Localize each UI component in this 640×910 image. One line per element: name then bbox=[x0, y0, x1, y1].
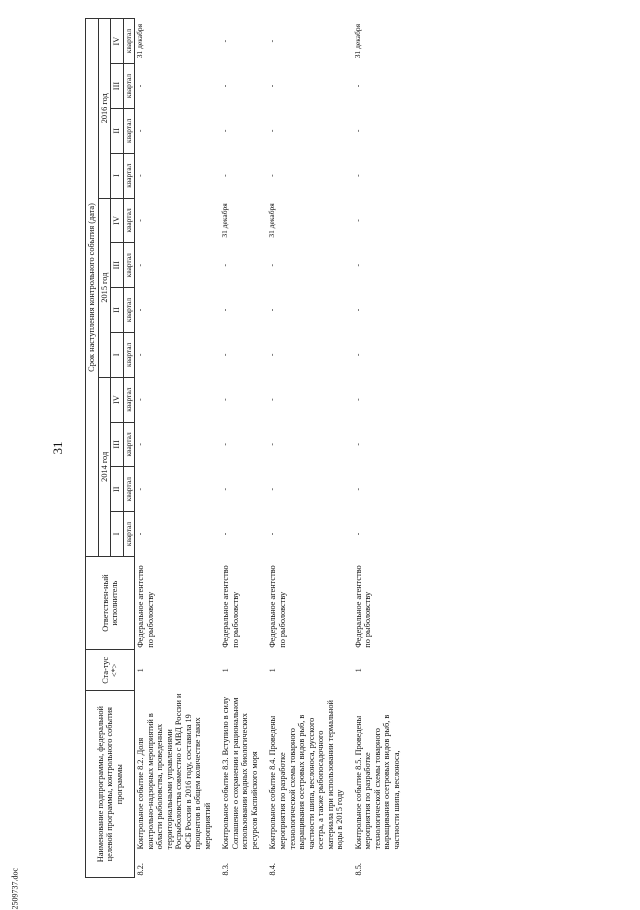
row-date-cell: - bbox=[267, 39, 277, 43]
row-status: 1 bbox=[136, 668, 146, 673]
row-date-cell: - bbox=[135, 398, 145, 401]
row-date-cell: - bbox=[220, 84, 230, 88]
row-number: 8.5. bbox=[353, 863, 363, 876]
row-date-cell: 31 декабря bbox=[135, 23, 145, 59]
row-date-cell: - bbox=[135, 263, 145, 267]
table-row bbox=[220, 19, 267, 878]
header-row-1 bbox=[86, 19, 99, 878]
row-date-cell: - bbox=[135, 353, 145, 357]
row-name: Контрольное событие 8.2. Доля контрольно-надзорных мероприятий в области рыболовства, проведенных территориальными управлениями Росрыболовства совместно с МВД России и ФСБ России в 2016 году, составила 19 процентов в общем количестве таких мероприятий bbox=[136, 693, 212, 850]
quarter-label: квартал bbox=[123, 108, 135, 153]
row-date-cell: - bbox=[352, 353, 362, 357]
row-date-cell: - bbox=[220, 39, 230, 43]
q1: I bbox=[111, 153, 124, 198]
row-date-cell: - bbox=[220, 532, 230, 536]
row-date-cell: 31 декабря bbox=[267, 203, 277, 238]
row-date-cell: - bbox=[135, 487, 145, 491]
rotated-table-area bbox=[85, 18, 525, 878]
row-date-cell: - bbox=[352, 308, 362, 312]
row-date-cell: - bbox=[220, 398, 230, 401]
q2: II bbox=[111, 288, 124, 333]
row-responsible: Федеральное агентство по рыболовству bbox=[353, 565, 373, 648]
q4: IV bbox=[111, 377, 124, 422]
row-date-cell: - bbox=[352, 84, 362, 88]
page-number: 31 bbox=[50, 441, 65, 455]
q1: I bbox=[111, 512, 124, 557]
row-date-cell: - bbox=[352, 398, 362, 401]
row-name: Контрольное событие 8.4. Проведены мероприятия по разработке технологической схемы товарного выращивания осетровых видов рыб, в частности шипа, веслоноса, русского осетра, а также рыбопосадочного материала при использовании термальной воды в 2015 году bbox=[268, 700, 345, 850]
quarter-label: квартал bbox=[123, 512, 135, 557]
row-date-cell: - bbox=[267, 174, 277, 177]
row-date-cell: - bbox=[267, 84, 277, 88]
row-number: 8.4. bbox=[268, 863, 278, 876]
row-date-cell: - bbox=[267, 398, 277, 401]
table-row bbox=[135, 19, 221, 878]
row-status: 1 bbox=[353, 668, 363, 673]
table-body bbox=[135, 19, 410, 878]
row-date-cell: - bbox=[267, 353, 277, 357]
control-events-table bbox=[85, 18, 409, 878]
header-year-2015: 2015 год bbox=[98, 198, 111, 377]
row-responsible: Федеральное агентство по рыболовству bbox=[221, 565, 240, 648]
row-date-cell: - bbox=[135, 443, 145, 446]
header-year-2014: 2014 год bbox=[98, 377, 111, 556]
row-date-cell: - bbox=[267, 263, 277, 267]
row-date-cell: - bbox=[220, 174, 230, 177]
header-name: Наименование подпрограммы, федеральной целевой программы, контрольного события программы bbox=[86, 691, 135, 878]
row-date-cell: - bbox=[135, 308, 145, 312]
row-name: Контрольное событие 8.3. Вступило в силу Соглашение о сохранении и рациональном использовании водных биологических ресурсов Каспийского моря bbox=[221, 696, 259, 850]
q4: IV bbox=[111, 198, 124, 243]
row-status: 1 bbox=[268, 668, 278, 673]
header-deadline: Срок наступления контрольного события (дата) bbox=[86, 19, 99, 557]
row-date-cell: - bbox=[352, 443, 362, 446]
row-date-cell: - bbox=[267, 443, 277, 446]
quarter-label: квартал bbox=[123, 377, 135, 422]
row-date-cell: - bbox=[267, 532, 277, 536]
q2: II bbox=[111, 467, 124, 512]
header-status: Ста-тус <*> bbox=[86, 650, 135, 691]
document-footer: 2509737.doc bbox=[10, 867, 20, 910]
q1: I bbox=[111, 332, 124, 377]
row-date-cell: - bbox=[135, 174, 145, 177]
row-status: 1 bbox=[221, 668, 231, 673]
quarter-label: квартал bbox=[123, 422, 135, 467]
row-date-cell: - bbox=[267, 308, 277, 312]
quarter-label: квартал bbox=[123, 332, 135, 377]
row-date-cell: - bbox=[135, 532, 145, 536]
row-responsible: Федеральное агентство по рыболовству bbox=[136, 565, 155, 648]
quarter-label: квартал bbox=[123, 243, 135, 288]
row-date-cell: - bbox=[220, 308, 230, 312]
row-date-cell: - bbox=[135, 219, 145, 222]
q3: III bbox=[111, 422, 124, 467]
row-date-cell: - bbox=[135, 84, 145, 88]
row-date-cell: - bbox=[352, 219, 362, 222]
row-date-cell: - bbox=[135, 129, 145, 133]
row-date-cell: - bbox=[267, 129, 277, 133]
row-date-cell: - bbox=[352, 174, 362, 177]
table-row bbox=[267, 19, 352, 878]
row-date-cell: 31 декабря bbox=[352, 23, 362, 59]
table-row bbox=[353, 19, 410, 878]
row-date-cell: - bbox=[267, 487, 277, 491]
quarter-label: квартал bbox=[123, 153, 135, 198]
header-responsible: Ответствен-ный исполнитель bbox=[86, 556, 135, 649]
row-date-cell: - bbox=[220, 353, 230, 357]
row-date-cell: - bbox=[352, 263, 362, 267]
row-date-cell: - bbox=[352, 532, 362, 536]
row-name: Контрольное событие 8.5. Проведены мероприятия по разработке технологической схемы товарного выращивания осетровых видов рыб, в частности шипа, веслоноса, bbox=[353, 714, 401, 850]
row-number: 8.3. bbox=[221, 863, 231, 876]
row-date-cell: - bbox=[352, 129, 362, 133]
q2: II bbox=[111, 108, 124, 153]
quarter-label: квартал bbox=[123, 64, 135, 109]
row-date-cell: - bbox=[220, 263, 230, 267]
row-number: 8.2. bbox=[136, 863, 146, 876]
q3: III bbox=[111, 243, 124, 288]
row-date-cell: - bbox=[220, 487, 230, 491]
q3: III bbox=[111, 64, 124, 109]
quarter-label: квартал bbox=[123, 19, 135, 64]
header-year-2016: 2016 год bbox=[98, 19, 111, 199]
row-date-cell: - bbox=[352, 487, 362, 491]
row-responsible: Федеральное агентство по рыболовству bbox=[268, 565, 288, 648]
quarter-label: квартал bbox=[123, 198, 135, 243]
row-date-cell: 31 декабря bbox=[220, 203, 230, 238]
quarter-label: квартал bbox=[123, 467, 135, 512]
row-date-cell: - bbox=[220, 129, 230, 133]
quarter-label: квартал bbox=[123, 288, 135, 333]
q4: IV bbox=[111, 19, 124, 64]
row-date-cell: - bbox=[220, 443, 230, 446]
